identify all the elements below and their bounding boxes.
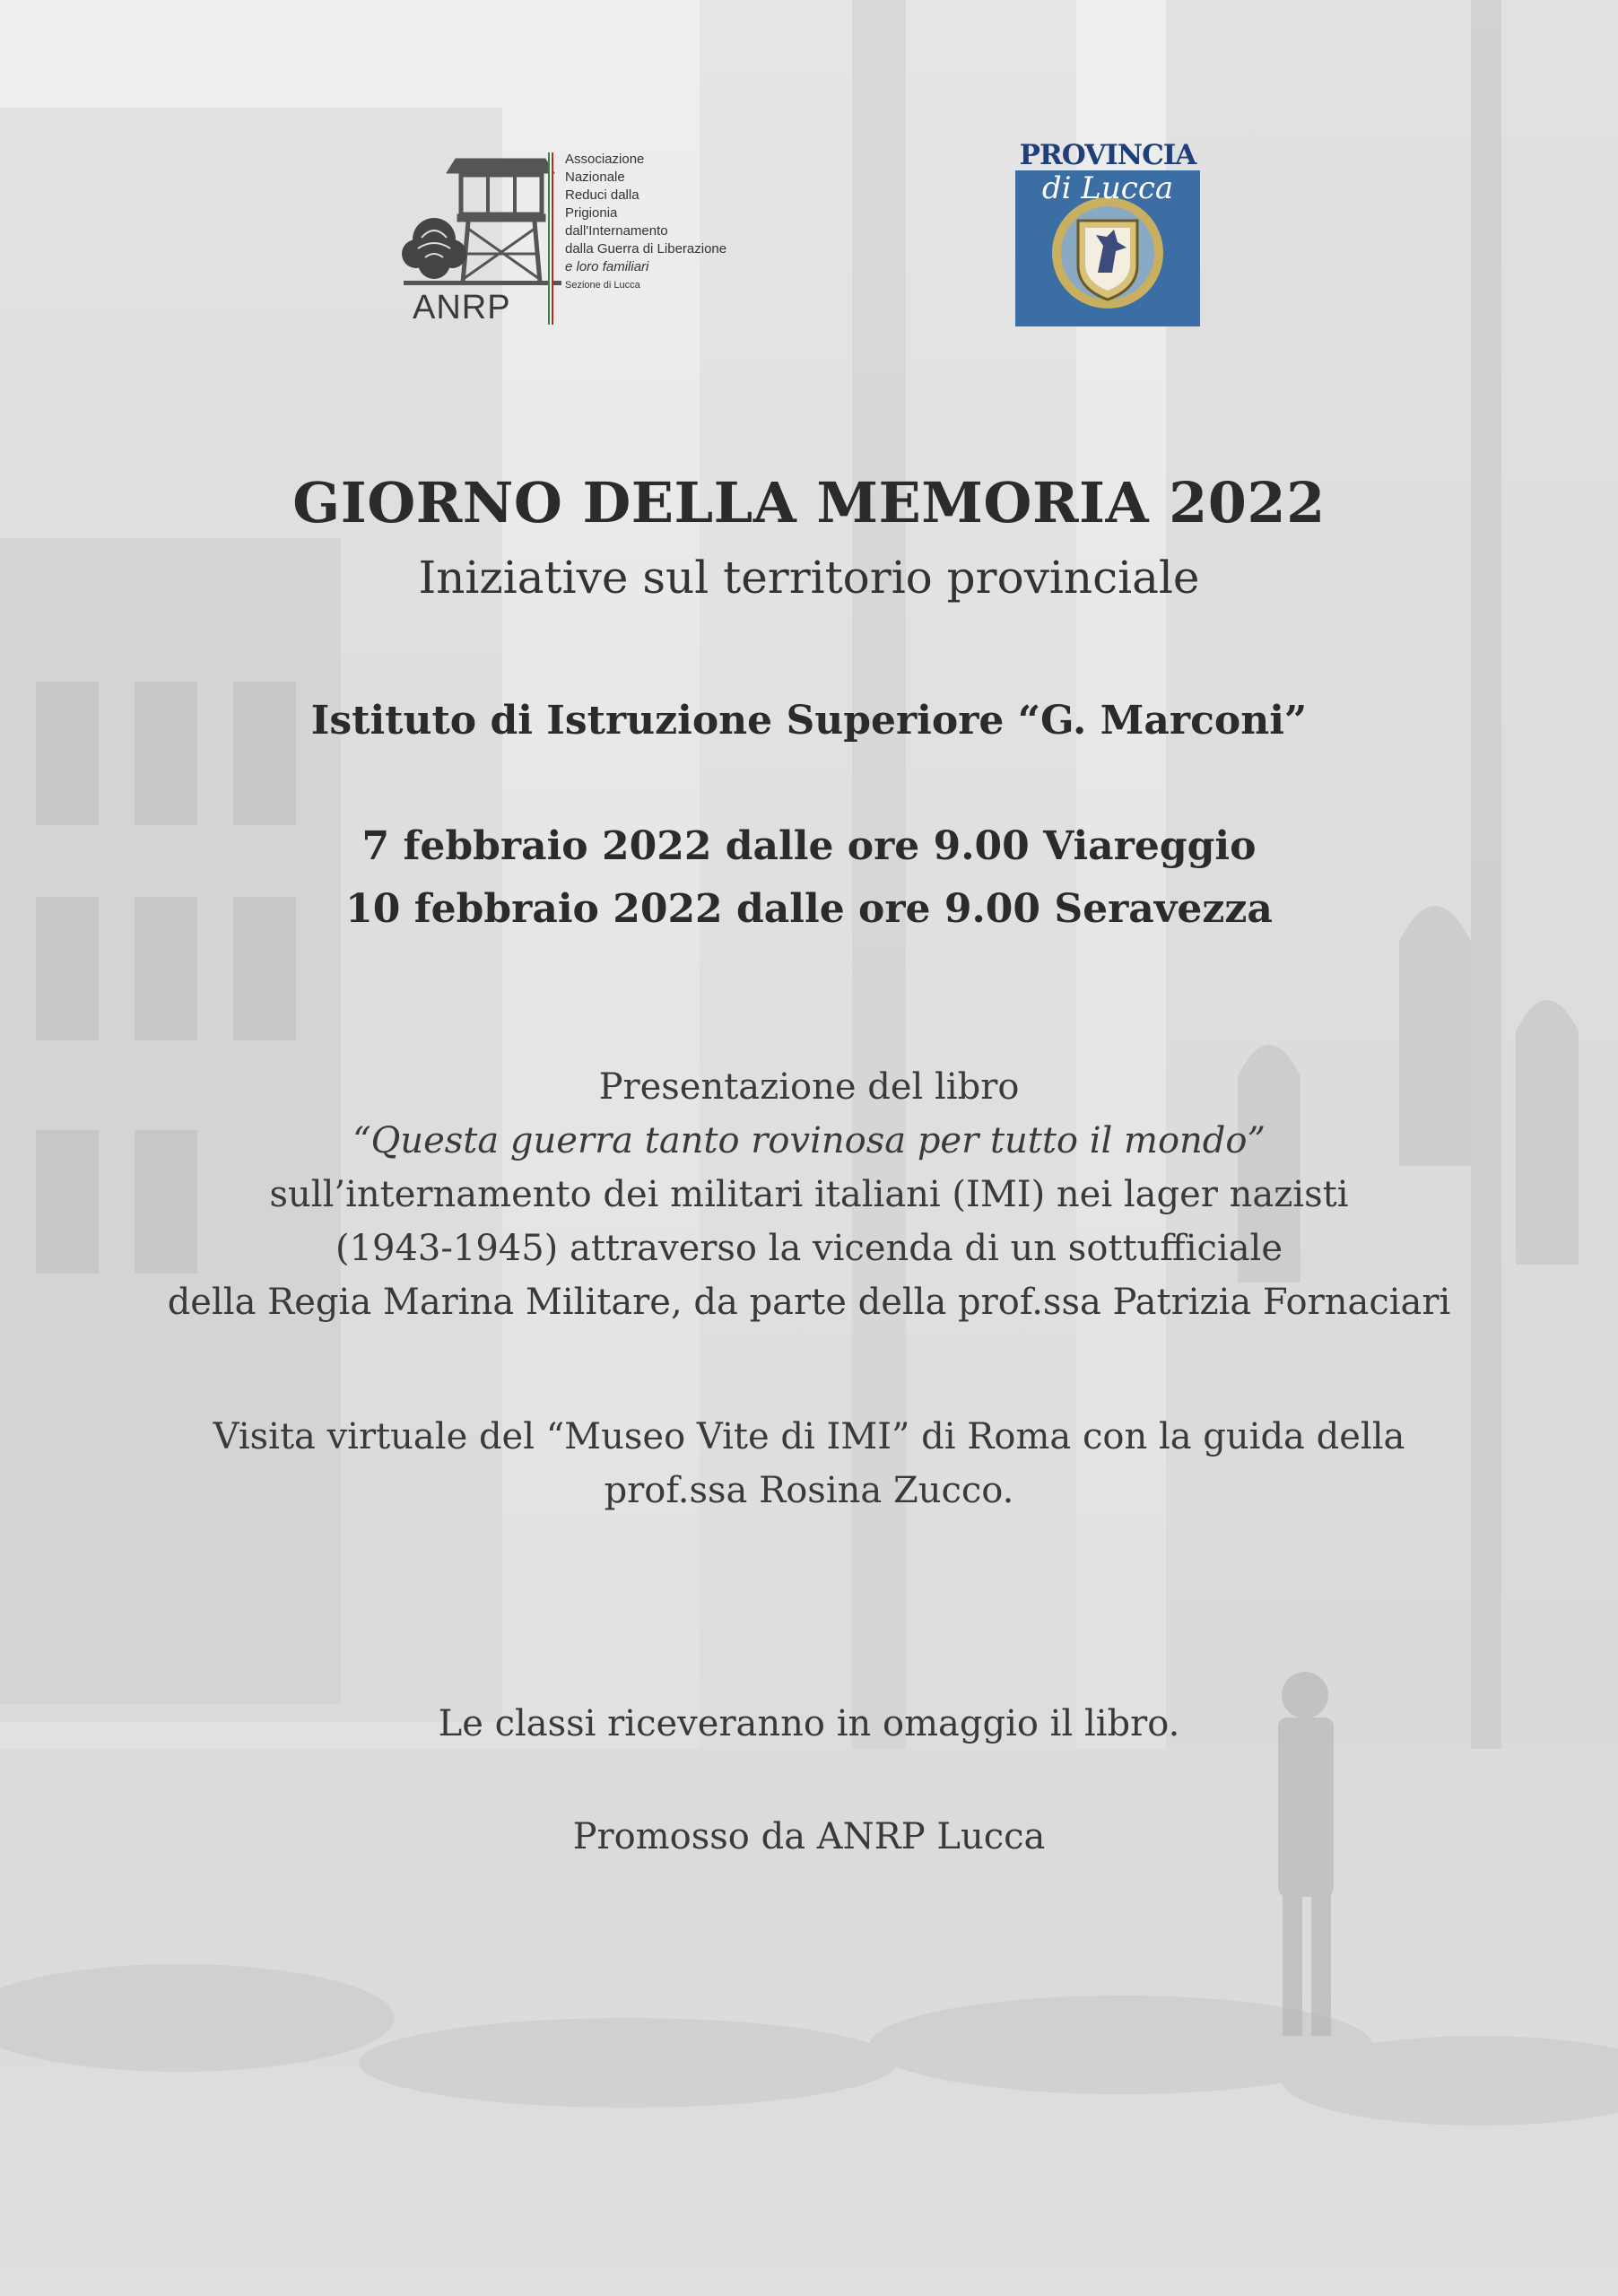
virtual-visit <box>0 1410 1618 1518</box>
anrp-line: Reduci dalla <box>565 187 639 203</box>
anrp-line: e loro familiari <box>565 259 649 274</box>
page-subtitle: Iniziative sul territorio provinciale <box>418 552 1200 604</box>
event-date-viareggio: 7 febbraio 2022 dalle ore 9.00 Viareggio <box>361 823 1257 869</box>
book-title: “Questa guerra tanto rovinosa per tutto il mondo” <box>352 1120 1266 1161</box>
anrp-line: Associazione <box>565 152 645 167</box>
visit-line: prof.ssa Rosina Zucco. <box>604 1470 1014 1511</box>
institute-name: Istituto di Istruzione Superiore “G. Marconi” <box>310 698 1308 744</box>
gift-note: Le classi riceveranno in omaggio il libro. <box>438 1703 1180 1744</box>
anrp-line: dalla Guerra di Liberazione <box>565 241 727 257</box>
event-date-seravezza: 10 febbraio 2022 dalle ore 9.00 Seravezza <box>345 886 1273 932</box>
italian-flag-bars <box>548 152 553 325</box>
provincia-title: PROVINCIA <box>1019 139 1196 171</box>
presentation-line: (1943-1945) attraverso la vicenda di un sottufficiale <box>335 1228 1283 1269</box>
presentation-intro: Presentazione del libro <box>598 1066 1020 1108</box>
anrp-name-text <box>565 151 726 294</box>
anrp-line: Prigionia <box>565 205 618 221</box>
provincia-subtitle: di Lucca <box>1041 170 1174 206</box>
anrp-line: dall'Internamento <box>565 223 668 239</box>
anrp-logo-label: ANRP <box>413 289 511 326</box>
presentation-line: della Regia Marina Militare, da parte della prof.ssa Patrizia Fornaciari <box>167 1282 1451 1323</box>
page-title: GIORNO DELLA MEMORIA 2022 <box>292 470 1326 535</box>
promoter-note: Promosso da ANRP Lucca <box>572 1816 1046 1857</box>
book-presentation <box>0 1060 1618 1329</box>
anrp-line: Nazionale <box>565 170 625 185</box>
anrp-section: Sezione di Lucca <box>565 280 640 291</box>
presentation-line: sull’internamento dei militari italiani (IMI) nei lager nazisti <box>269 1174 1349 1215</box>
visit-line: Visita virtuale del “Museo Vite di IMI” di Roma con la guida della <box>213 1416 1405 1457</box>
